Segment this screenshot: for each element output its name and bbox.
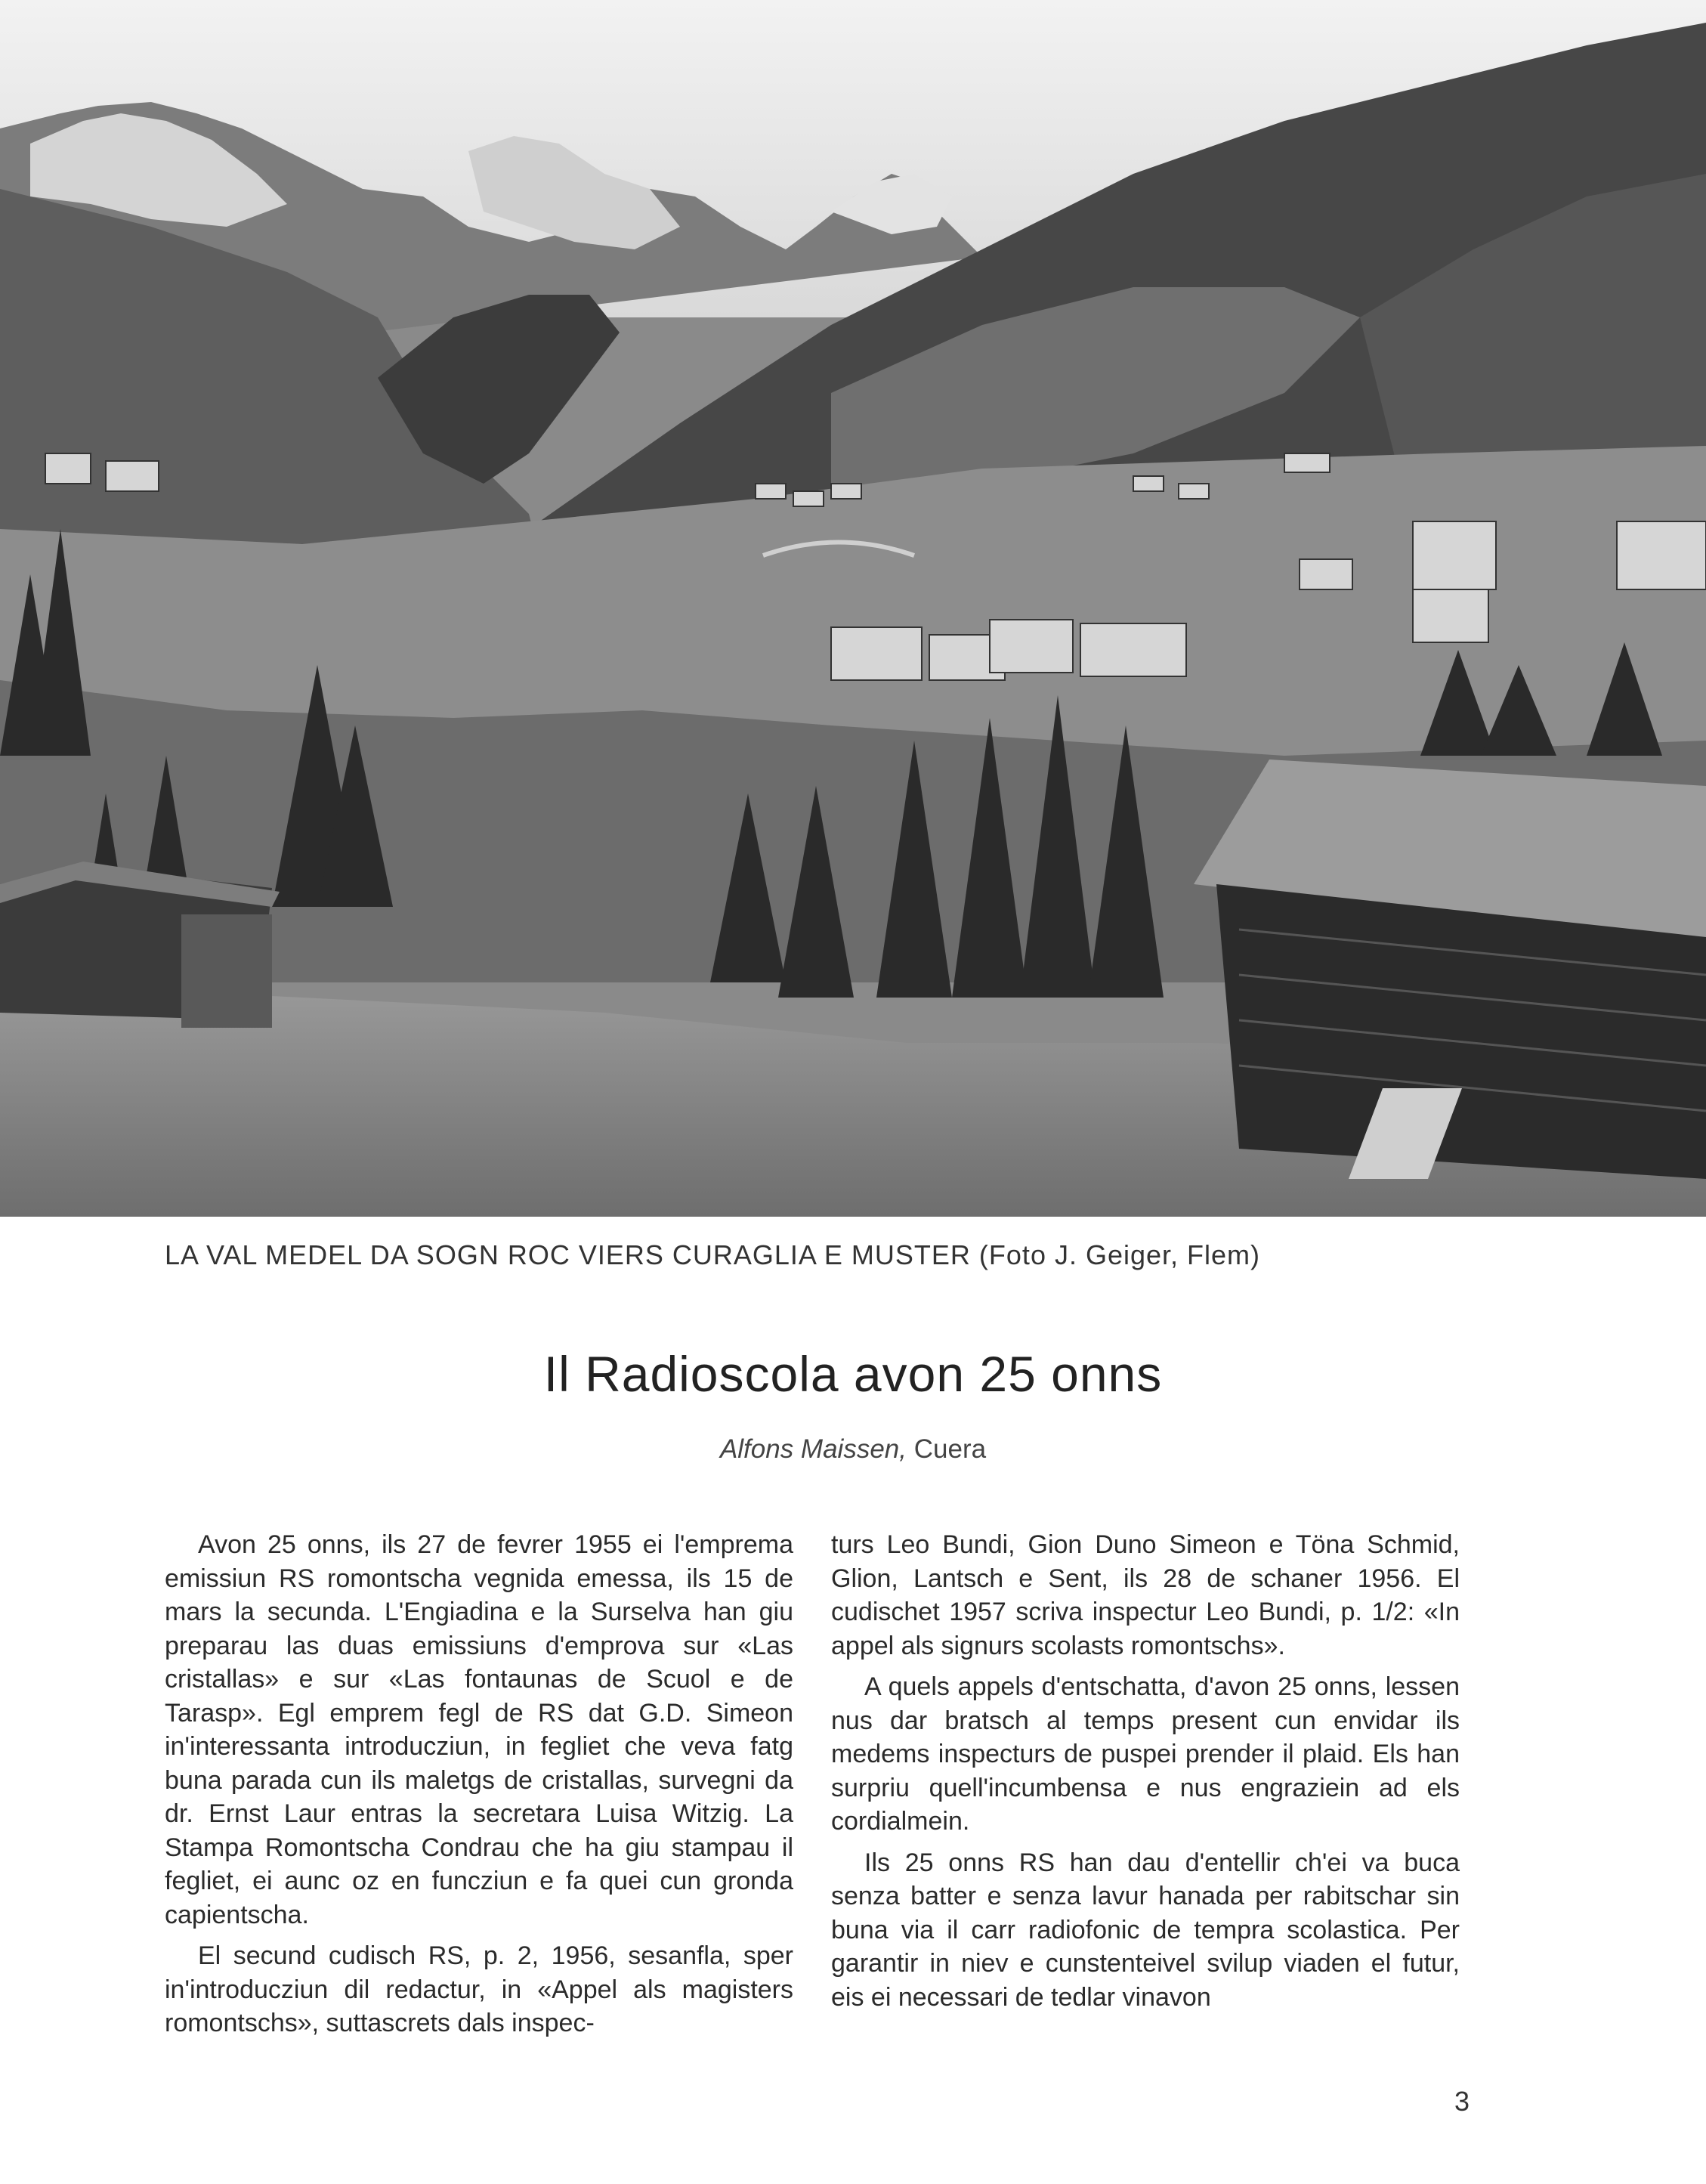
author-name: Alfons Maissen, — [719, 1434, 907, 1464]
paragraph: turs Leo Bundi, Gion Duno Simeon e Töna Schmid, Glion, Lantsch e Sent, ils 28 de schaner 1956. El cudischet 1957 scriva inspectur Leo Bundi, p. 1/2: «In appel als signurs scolasts romontschs». — [831, 1530, 1460, 1660]
author-place: Cuera — [913, 1434, 987, 1464]
article-title: Il Radioscola avon 25 onns — [543, 1346, 1163, 1402]
paragraph: Ils 25 onns RS han dau d'entellir ch'ei va buca senza batter e senza lavur hanada per rabitschar sin buna via il carr radiofonic de tempra scolastica. Per garantir in niev e cunstenteivel svilup viaden el futur, eis ei necessari de tedlar vinavon — [831, 1848, 1460, 2012]
left-barn — [0, 862, 280, 1028]
paragraph: A quels appels d'entschatta, d'avon 25 onns, lessen nus dar bratsch al temps present cun envidar ils medems inspecturs de puspei prender il plaid. Els han surpriu quell'incumbensa e nus engraziein ad els cordialmein. — [831, 1672, 1460, 1836]
photo-caption: LA VAL MEDEL DA SOGN ROC VIERS CURAGLIA E MUSTER (Foto J. Geiger, Flem) — [165, 1239, 1261, 1270]
right-column — [831, 1528, 1460, 2022]
author-line — [0, 1434, 1706, 1465]
paragraph: El secund cudisch RS, p. 2, 1956, sesanfla, sper in'introducziun dil redactur, in «Appel als magisters romontschs», suttascrets dals inspec- — [165, 1941, 793, 2037]
page-number: 3 — [1454, 2086, 1470, 2117]
left-column — [165, 1528, 793, 2048]
paragraph: Avon 25 onns, ils 27 de fevrer 1955 ei l'emprema emissiun RS romontscha vegnida emessa, ils 15 de mars la secunda. L'Engiadina e la Surselva han giu preparau las duas emissiuns d'emprova sur «Las cristallas» e sur «Las fontaunas de Scuol e de Tarasp». Egl emprem fegl de RS dat G.D. Simeon in'interessanta introducziun, in fegliet che veva fatg buna parada cun ils maletgs de cristallas, survegni da dr. Ernst Laur entras la secretara Luisa Witzig. La Stampa Romontscha Condrau che ha giu stampau il fegliet, ei aunc oz en funcziun e fa quei cun gronda capientscha. — [165, 1530, 793, 1929]
right-barn — [1194, 759, 1706, 1179]
